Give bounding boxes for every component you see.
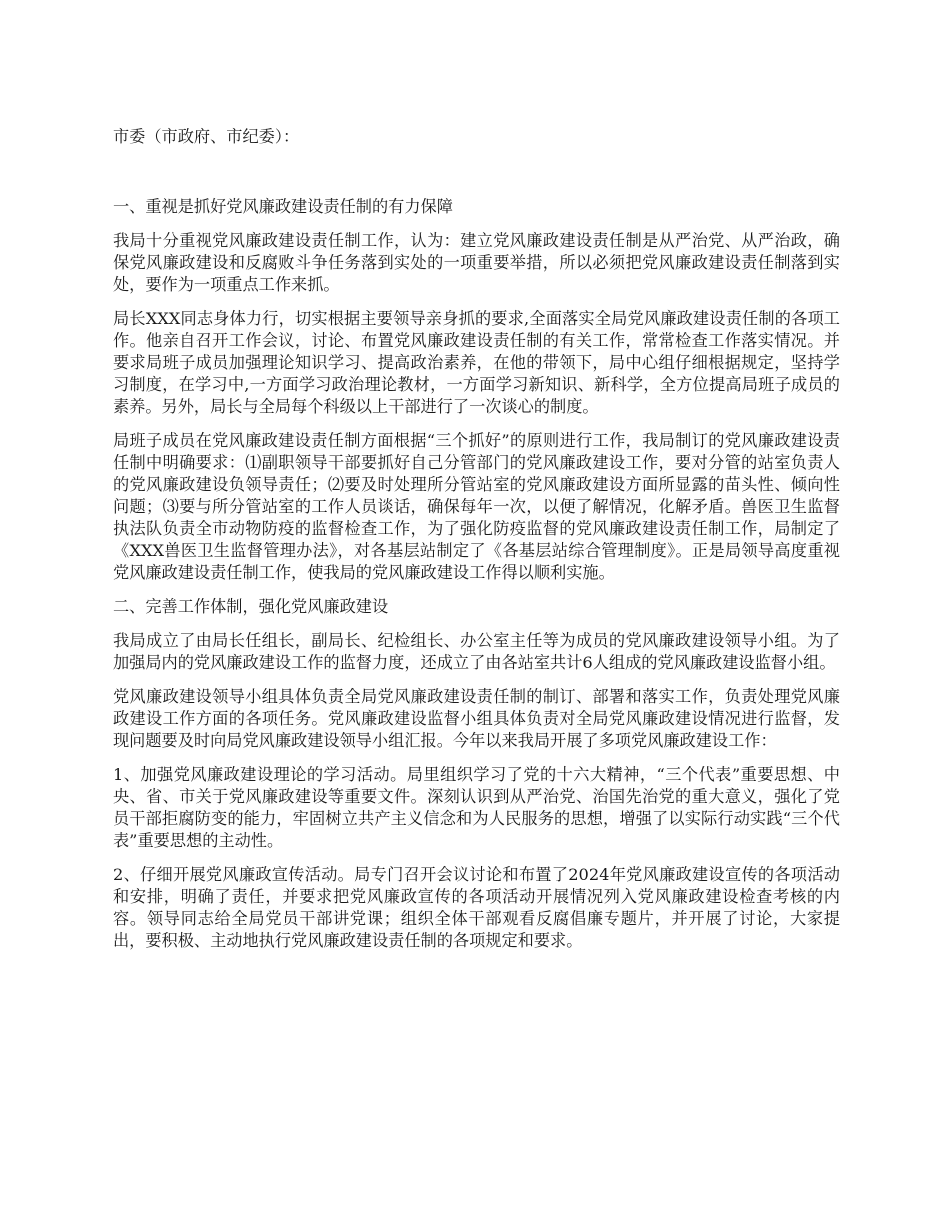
section-1-paragraph-2: 局长XXX同志身体力行，切实根据主要领导亲身抓的要求,全面落实全局党风廉政建设责任制的各项工作。他亲自召开工作会议，讨论、布置党风廉政建设责任制的有关工作，常常检查工作落实情况。并要求局班子成员加强理论知识学习、提高政治素养，在他的带领下，局中心组仔细根据规定，坚持学习制度，在学习中,一方面学习政治理论教材，一方面学习新知识、新科学，全方位提高局班子成员的素养。另外，局长与全局每个科级以上干部进行了一次谈心的制度。 (113, 309, 840, 416)
salutation: 市委（市政府、市纪委）： (113, 127, 300, 146)
section-2-paragraph-4: 2、仔细开展党风廉政宣传活动。局专门召开会议讨论和布置了2024年党风廉政建设宣传的各项活动和安排，明确了责任，并要求把党风廉政宣传的各项活动开展情况列入党风廉政建设检查考核的内容。领导同志给全局党员干部讲党课；组织全体干部观看反腐倡廉专题片，并开展了讨论，大家提出，要积极、主动地执行党风廉政建设责任制的各项规定和要求。 (113, 865, 840, 950)
section-2-heading: 二、完善工作体制，强化党风廉政建设 (113, 597, 389, 616)
section-1-heading: 一、重视是抓好党风廉政建设责任制的有力保障 (113, 197, 453, 216)
section-2-paragraph-3: 1、加强党风廉政建设理论的学习活动。局里组织学习了党的十六大精神，“三个代表”重要思想、中央、省、市关于党风廉政建设等重要文件。深刻认识到从严治党、治国先治党的重大意义，强化了党员干部拒腐防变的能力，牢固树立共产主义信念和为人民服务的思想，增强了以实际行动实践“三个代表”重要思想的主动性。 (113, 765, 840, 850)
section-1-paragraph-1: 我局十分重视党风廉政建设责任制工作，认为：建立党风廉政建设责任制是从严治党、从严治政，确保党风廉政建设和反腐败斗争任务落到实处的一项重要举措，所以必须把党风廉政建设责任制落到实处，要作为一项重点工作来抓。 (113, 231, 840, 294)
section-1-paragraph-3: 局班子成员在党风廉政建设责任制方面根据“三个抓好”的原则进行工作，我局制订的党风廉政建设责任制中明确要求：⑴副职领导干部要抓好自己分管部门的党风廉政建设工作，要对分管的站室负责人的党风廉政建设负领导责任；⑵要及时处理所分管站室的党风廉政建设方面所显露的苗头性、倾向性问题；⑶要与所分管站室的工作人员谈话，确保每年一次，以便了解情况，化解矛盾。兽医卫生监督执法队负责全市动物防疫的监督检查工作，为了强化防疫监督的党风廉政建设责任制工作，局制定了《XXX兽医卫生监督管理办法》，对各基层站制定了《各基层站综合管理制度》。正是局领导高度重视党风廉政建设责任制工作，使我局的党风廉政建设工作得以顺利实施。 (113, 431, 840, 582)
section-2-paragraph-2: 党风廉政建设领导小组具体负责全局党风廉政建设责任制的制订、部署和落实工作，负责处理党风廉政建设工作方面的各项任务。党风廉政建设监督小组具体负责对全局党风廉政建设情况进行监督，发现问题要及时向局党风廉政建设领导小组汇报。今年以来我局开展了多项党风廉政建设工作： (113, 687, 840, 750)
document-body (113, 126, 840, 964)
section-2-paragraph-1: 我局成立了由局长任组长，副局长、纪检组长、办公室主任等为成员的党风廉政建设领导小组。为了加强局内的党风廉政建设工作的监督力度，还成立了由各站室共计6人组成的党风廉政建设监督小组。 (113, 631, 840, 672)
